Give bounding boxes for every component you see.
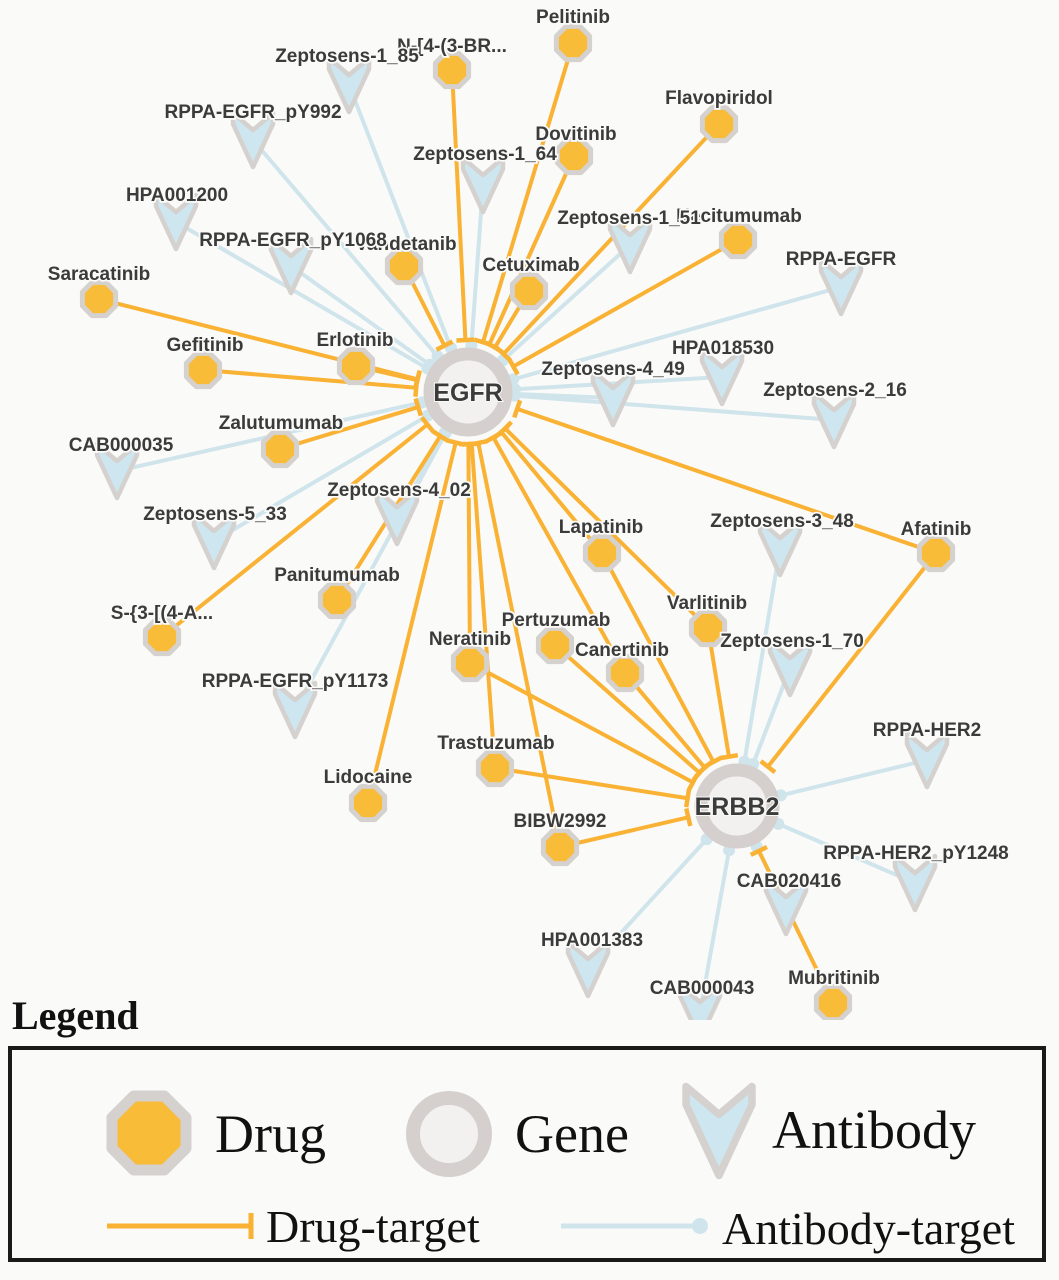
node-label: Pelitinib: [536, 7, 610, 28]
drug-node-lapatinib: [585, 536, 618, 569]
edge-antibody-target: [775, 760, 927, 801]
node-label: Lidocaine: [323, 767, 413, 788]
drug-target-tee: [456, 340, 474, 341]
legend-antibody-symbol: [686, 1086, 752, 1175]
gene-label: EGFR: [433, 379, 503, 407]
drug-target-tee: [686, 789, 689, 807]
antibody-node-rppa-her2-py1248: [895, 856, 935, 910]
node-label: N-[4-(3-BR...: [397, 36, 507, 57]
drug-node-mubritinib: [816, 986, 849, 1019]
edge-drug-target: [495, 768, 689, 807]
node-label: Zeptosens-1_70: [720, 631, 864, 652]
drug-node-s-3-4-a: [145, 620, 178, 653]
node-label: HPA001200: [125, 185, 229, 206]
legend-gene-label: Gene: [515, 1104, 629, 1164]
drug-node-trastuzumab: [478, 751, 511, 784]
legend-gene-symbol: [413, 1098, 485, 1170]
node-label: Zeptosens-2_16: [763, 380, 907, 401]
node-label: Varlitinib: [666, 593, 748, 614]
node-label: Zeptosens-3_48: [710, 511, 854, 532]
node-label: Trastuzumab: [437, 733, 555, 754]
drug-node-necitumumab: [721, 223, 754, 256]
node-label: Vandetanib: [355, 234, 457, 255]
node-label: HPA018530: [671, 338, 775, 359]
node-label: RPPA-EGFR: [785, 249, 897, 270]
drug-node-flavopiridol: [702, 107, 735, 140]
legend-box: [8, 1046, 1046, 1262]
legend-drug-label: Drug: [215, 1104, 326, 1164]
drug-node-pelitinib: [556, 26, 589, 59]
node-label: Dovitinib: [535, 124, 617, 145]
drug-node-erlotinib: [339, 349, 372, 382]
legend-antibody-label: Antibody: [772, 1100, 977, 1160]
drug-node-neratinib: [453, 646, 486, 679]
node-label: Zalutumumab: [218, 413, 344, 434]
node-label: Neratinib: [428, 629, 512, 650]
node-label: Flavopiridol: [665, 88, 773, 109]
node-label: S-{3-[(4-A...: [110, 603, 214, 624]
node-label: Erlotinib: [316, 330, 394, 351]
antibody-node-zeptosens-1-64: [463, 158, 503, 212]
node-label: Mubritinib: [788, 968, 880, 989]
node-label: Pertuzumab: [501, 610, 611, 631]
drug-node-bibw2992: [543, 830, 576, 863]
node-label: Necitumumab: [676, 206, 802, 227]
drug-node-zalutumumab: [263, 432, 296, 465]
drug-node-saracatinib: [82, 282, 115, 315]
node-label: Cetuximab: [482, 255, 580, 276]
edge-drug-target: [625, 673, 712, 774]
drug-node-afatinib: [919, 536, 952, 569]
drug-node-gefitinib: [186, 353, 219, 386]
drug-node-canertinib: [608, 656, 641, 689]
drug-node-cetuximab: [512, 274, 545, 307]
node-label: Lapatinib: [558, 517, 644, 538]
drug-target-tee: [686, 809, 690, 827]
drug-node-lidocaine: [351, 786, 384, 819]
node-label: Zeptosens-1_85: [275, 46, 419, 67]
antibody-node-rppa-her2: [907, 733, 947, 787]
node-label: BIBW2992: [513, 811, 607, 832]
drug-target-tee: [415, 371, 419, 389]
legend-drug-target-edge: [107, 1213, 251, 1239]
node-label: Canertinib: [575, 640, 669, 661]
node-label: Zeptosens-4_49: [541, 359, 685, 380]
node-label: Zeptosens-1_64: [413, 144, 557, 165]
drug-target-tee: [514, 400, 520, 417]
node-label: RPPA-HER2: [872, 720, 982, 741]
drug-node-n-4-3-br: [435, 53, 468, 86]
node-label: RPPA-EGFR_pY992: [164, 102, 342, 123]
legend-drug-symbol: [112, 1096, 186, 1170]
drug-target-tee: [720, 755, 738, 758]
node-label: Afatinib: [900, 519, 972, 540]
node-label: Zeptosens-5_33: [143, 504, 287, 525]
node-label: Panitumumab: [274, 565, 400, 586]
node-label: RPPA-EGFR_pY1068: [199, 230, 387, 251]
drug-node-panitumumab: [320, 583, 353, 616]
node-label: HPA001383: [540, 930, 644, 951]
antibody-node-zeptosens-2-16: [814, 393, 854, 447]
legend-title: Legend: [12, 993, 139, 1038]
node-label: RPPA-HER2_pY1248: [823, 843, 1009, 864]
node-label: RPPA-EGFR_pY1173: [201, 671, 389, 692]
legend-antibody-target-label: Antibody-target: [722, 1203, 1015, 1254]
drug-node-pertuzumab: [538, 628, 571, 661]
legend-drug-target-label: Drug-target: [266, 1201, 480, 1252]
node-label: Zeptosens-4_02: [327, 480, 471, 501]
node-label: CAB000035: [68, 435, 174, 456]
node-label: Gefitinib: [166, 335, 244, 356]
legend-antibody-target-edge: [561, 1218, 708, 1234]
gene-label: ERBB2: [694, 793, 780, 821]
node-label: CAB020416: [736, 871, 842, 892]
node-label: Zeptosens-1_51: [557, 208, 701, 229]
node-label: CAB000043: [649, 978, 755, 999]
node-label: Saracatinib: [47, 264, 151, 285]
edge-drug-target: [452, 70, 474, 341]
